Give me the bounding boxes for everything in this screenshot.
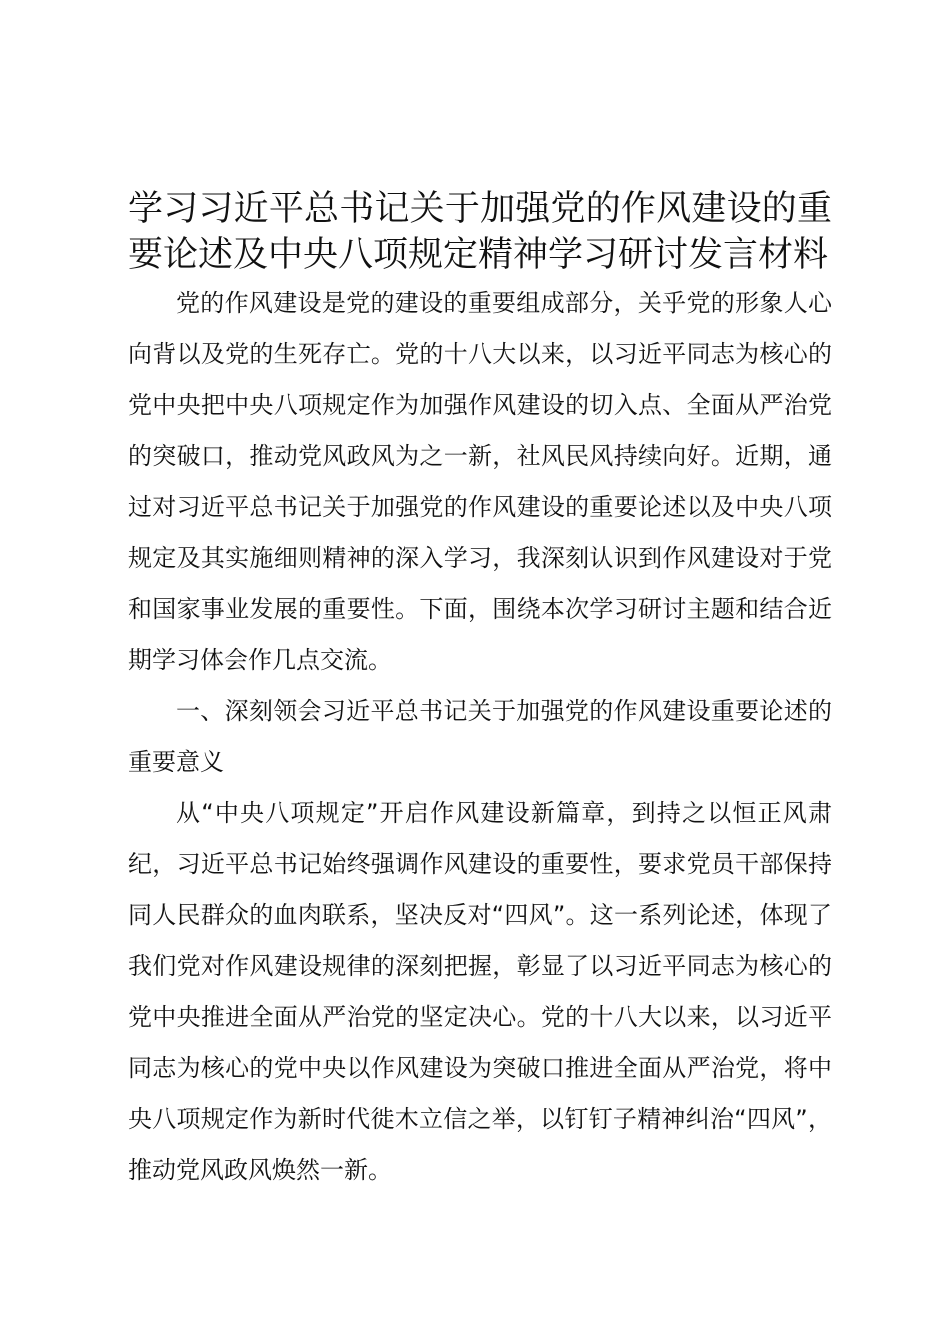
paragraph-section-1: 从“中央八项规定”开启作风建设新篇章，到持之以恒正风肃纪，习近平总书记始终强调作风建设的重要性，要求党员干部保持同人民群众的血肉联系，坚决反对“四风”。这一系列论述，体现了我们党对作风建设规律的深刻把握，彰显了以习近平同志为核心的党中央推进全面从严治党的坚定决心。党的十八大以来，以习近平同志为核心的党中央以作风建设为突破口推进全面从严治党，将中央八项规定作为新时代徙木立信之举，以钉钉子精神纠治“四风”，推动党风政风焕然一新。 [128, 799, 832, 1184]
document-body [128, 186, 832, 1196]
section-heading-1: 一、深刻领会习近平总书记关于加强党的作风建设重要论述的重要意义 [128, 697, 832, 776]
document-title: 学习习近平总书记关于加强党的作风建设的重要论述及中央八项规定精神学习研讨发言材料 [128, 189, 832, 275]
paragraph-intro: 党的作风建设是党的建设的重要组成部分，关乎党的形象人心向背以及党的生死存亡。党的十八大以来，以习近平同志为核心的党中央把中央八项规定作为加强作风建设的切入点、全面从严治党的突破口，推动党风政风为之一新，社风民风持续向好。近期，通过对习近平总书记关于加强党的作风建设的重要论述以及中央八项规定及其实施细则精神的深入学习，我深刻认识到作风建设对于党和国家事业发展的重要性。下面，围绕本次学习研讨主题和结合近期学习体会作几点交流。 [128, 289, 832, 674]
